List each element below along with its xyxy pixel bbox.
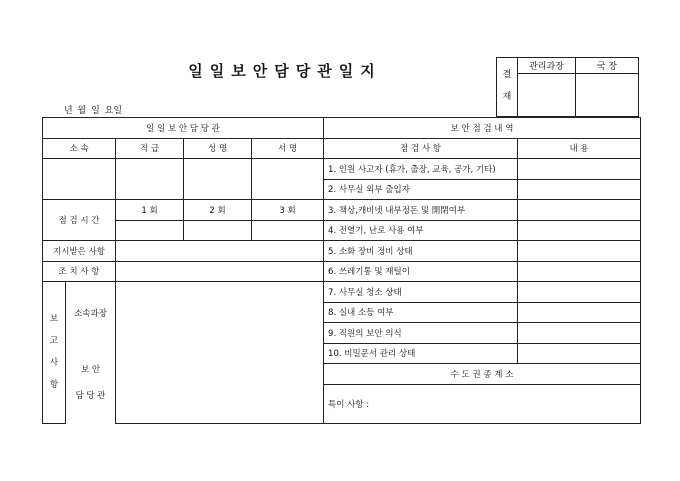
report-char-3: 사 xyxy=(49,358,59,369)
round-1-time[interactable] xyxy=(116,220,184,241)
date-line: 년 월 일 요일 xyxy=(64,106,123,116)
check-item-6: 6. 쓰레기통 및 재털이 xyxy=(324,261,518,282)
check-item-7: 7. 사무실 청소 상태 xyxy=(324,282,518,303)
check-item-3: 3. 책상,캐비넷 내부정돈 및 開閉여부 xyxy=(324,200,518,221)
check-content-2[interactable] xyxy=(518,179,641,200)
check-item-2: 2. 사무실 외부 출입자 xyxy=(324,179,518,200)
round-3: 3 회 xyxy=(252,200,324,221)
round-1: 1 회 xyxy=(116,200,184,221)
col-content: 내 용 xyxy=(518,138,641,159)
affiliated-manager-label: 소속과장 xyxy=(66,282,116,344)
check-content-9[interactable] xyxy=(518,323,641,344)
round-2-time[interactable] xyxy=(184,220,252,241)
rank-cell[interactable] xyxy=(116,159,184,200)
security-officer-label-1: 보 안 xyxy=(80,365,101,375)
approval-box xyxy=(496,57,639,117)
check-content-10[interactable] xyxy=(518,343,641,364)
check-content-4[interactable] xyxy=(518,220,641,241)
remarks-field[interactable]: 특이 사항 : xyxy=(324,384,641,423)
report-field[interactable] xyxy=(116,282,324,424)
daily-log-table xyxy=(42,117,641,424)
approval-label xyxy=(497,58,518,117)
check-item-9: 9. 직원의 보안 의식 xyxy=(324,323,518,344)
round-3-time[interactable] xyxy=(252,220,324,241)
approval-director-sign[interactable] xyxy=(576,74,639,117)
col-name: 성 명 xyxy=(184,138,252,159)
check-content-7[interactable] xyxy=(518,282,641,303)
round-2: 2 회 xyxy=(184,200,252,221)
check-content-8[interactable] xyxy=(518,302,641,323)
col-rank: 직 급 xyxy=(116,138,184,159)
report-label xyxy=(43,282,66,424)
signature-cell[interactable] xyxy=(252,159,324,200)
security-officer-label xyxy=(66,343,116,423)
check-item-1: 1. 인원 사고자 (휴가, 출장, 교육, 공가, 기타) xyxy=(324,159,518,180)
handover-header: 수 도 권 종 계 소 xyxy=(324,364,641,385)
action-label: 조 치 사 항 xyxy=(43,261,116,282)
approval-label-top: 결 xyxy=(502,70,512,81)
check-content-6[interactable] xyxy=(518,261,641,282)
check-content-3[interactable] xyxy=(518,200,641,221)
approval-director-title: 국 장 xyxy=(576,58,639,74)
check-item-4: 4. 전열기, 난로 사용 여부 xyxy=(324,220,518,241)
check-content-1[interactable] xyxy=(518,159,641,180)
instructions-field[interactable] xyxy=(116,241,324,262)
col-affiliation: 소 속 xyxy=(43,138,116,159)
check-item-5: 5. 소화 장비 정비 상태 xyxy=(324,241,518,262)
name-cell[interactable] xyxy=(184,159,252,200)
col-signature: 서 명 xyxy=(252,138,324,159)
instructions-label: 지시받은 사항 xyxy=(43,241,116,262)
approval-manager-sign[interactable] xyxy=(518,74,576,117)
check-content-5[interactable] xyxy=(518,241,641,262)
approval-label-bottom: 재 xyxy=(502,92,512,102)
page-title: 일일보안담당관일지 xyxy=(188,62,382,80)
check-item-10: 10. 비밀문서 관리 상태 xyxy=(324,343,518,364)
col-check-items: 점 검 사 항 xyxy=(324,138,518,159)
right-header: 보 안 점 검 내 역 xyxy=(324,118,641,139)
action-field[interactable] xyxy=(116,261,324,282)
left-header: 일 일 보 안 담 당 관 xyxy=(43,118,324,139)
report-char-1: 보 xyxy=(49,314,59,325)
report-char-4: 항 xyxy=(49,380,59,391)
report-char-2: 고 xyxy=(49,336,59,347)
affiliation-cell[interactable] xyxy=(43,159,116,200)
inspection-time-label: 점 검 시 간 xyxy=(43,200,116,241)
security-officer-label-2: 담 당 관 xyxy=(75,391,106,401)
approval-manager-title: 관리과장 xyxy=(518,58,576,74)
check-item-8: 8. 실내 소등 여부 xyxy=(324,302,518,323)
